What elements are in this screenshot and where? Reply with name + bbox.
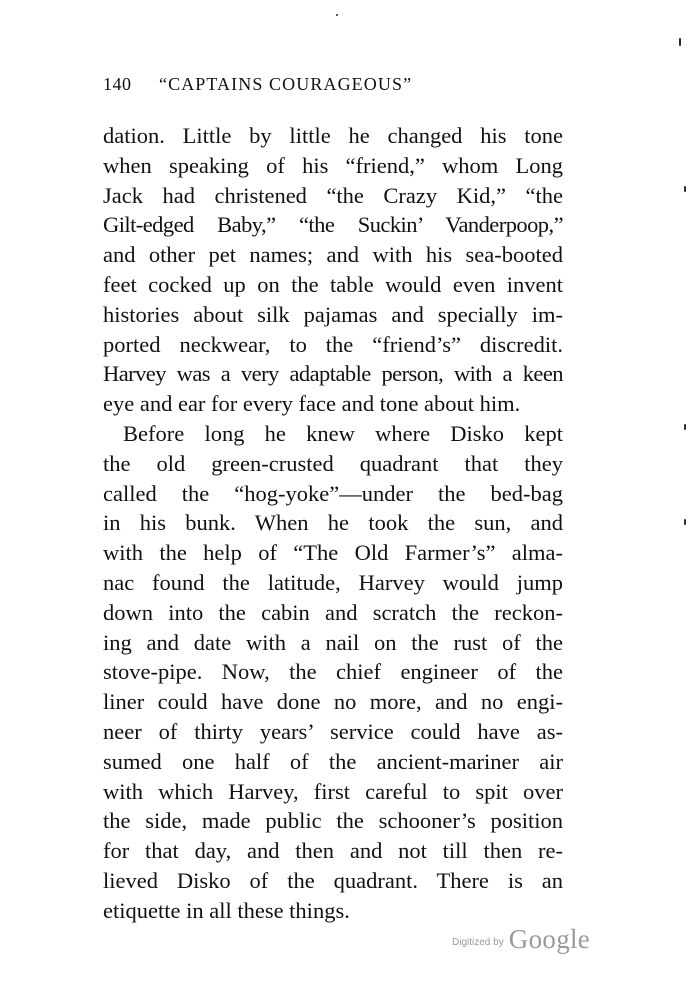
text-line: the old green-crusted quadrant that they <box>103 450 563 476</box>
scan-speck-mark <box>684 424 686 430</box>
scan-speck-mark <box>336 14 338 16</box>
text-line: when speaking of his “friend,” whom Long <box>103 152 563 178</box>
text-line: lieved Disko of the quadrant. There is an <box>103 867 563 893</box>
text-line: Before long he knew where Disko kept <box>123 420 563 446</box>
text-line: in his bunk. When he took the sun, and <box>103 510 563 536</box>
text-line: dation. Little by little he changed his tone <box>103 123 563 148</box>
text-line: liner could have done no more, and no engi- <box>103 689 563 715</box>
scan-speck-mark <box>684 186 686 192</box>
scan-speck-mark <box>679 38 681 46</box>
scan-speck-mark <box>684 519 686 525</box>
google-logo: Google <box>508 924 591 954</box>
text-line: with which Harvey, first careful to spit over <box>103 778 563 804</box>
text-line: down into the cabin and scratch the reckon- <box>103 599 563 625</box>
text-line: Jack had christened “the Crazy Kid,” “the <box>103 182 563 208</box>
text-line: sumed one half of the ancient-mariner air <box>103 748 563 774</box>
text-line: nac found the latitude, Harvey would jump <box>103 569 563 595</box>
running-head <box>103 74 563 100</box>
text-line: neer of thirty years’ service could have as- <box>103 718 563 744</box>
text-line: and other pet names; and with his sea-booted <box>103 242 563 268</box>
text-line: with the help of “The Old Farmer’s” alma- <box>103 540 563 566</box>
text-line: feet cocked up on the table would even invent <box>103 271 563 297</box>
text-line: etiquette in all these things. <box>103 897 350 923</box>
text-line: called the “hog-yoke”—under the bed-bag <box>103 480 563 506</box>
text-line: ing and date with a nail on the rust of the <box>103 629 563 655</box>
text-line: stove-pipe. Now, the chief engineer of the <box>103 659 563 685</box>
text-line: for that day, and then and not till then re- <box>103 838 563 864</box>
running-title: “CAPTAINS COURAGEOUS” <box>159 74 413 94</box>
text-line: the side, made public the schooner’s position <box>103 808 563 834</box>
page-number: 140 <box>103 74 132 94</box>
text-line: Harvey was a very adaptable person, with a keen <box>103 361 563 387</box>
text-line: ported neckwear, to the “friend’s” discredit. <box>103 331 563 357</box>
body-text <box>103 121 563 926</box>
digitized-by-google-watermark <box>452 924 590 955</box>
text-line: histories about silk pajamas and specially im- <box>103 301 563 327</box>
text-line: eye and ear for every face and tone about him. <box>103 391 521 417</box>
text-line: Gilt-edged Baby,” “the Suckin’ Vanderpoop,” <box>103 212 563 238</box>
digitized-by-label: Digitized by <box>452 937 504 948</box>
